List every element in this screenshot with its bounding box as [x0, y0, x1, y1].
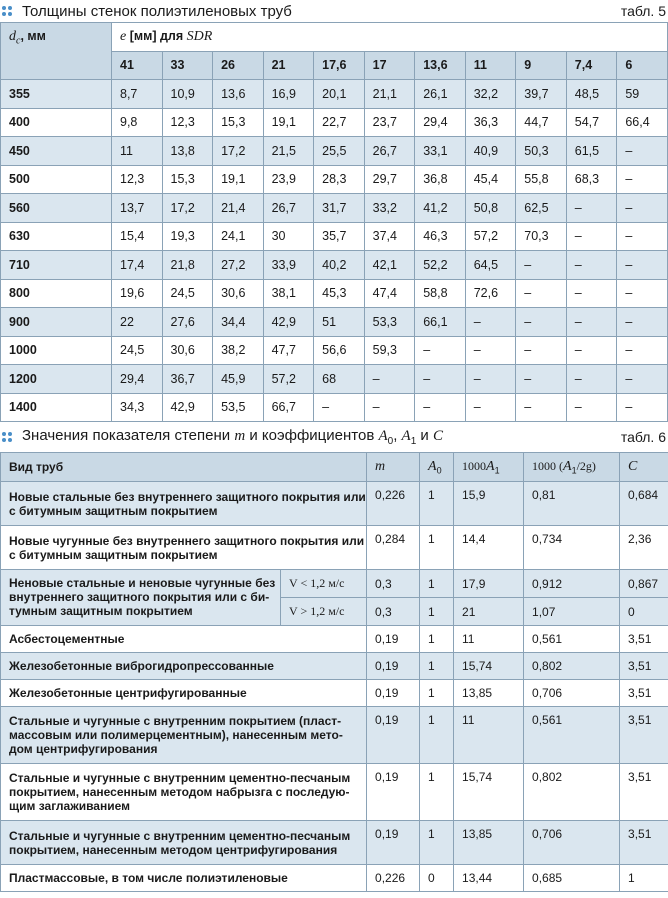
row-name: Стальные и чугунные с внутренним покрытием (пласт-массовым или полимерцементным), нанесенным мето-дом центрифугирования — [1, 707, 367, 764]
table-cell: 36,7 — [162, 365, 213, 394]
table-cell: 17,9 — [454, 570, 524, 598]
table-cell: 64,5 — [465, 251, 516, 280]
row-dc: 400 — [1, 108, 112, 137]
table-cell: 0,3 — [367, 598, 420, 626]
table-cell: 0,226 — [367, 865, 420, 892]
table-cell: 19,6 — [112, 279, 163, 308]
table-cell: 0,19 — [367, 764, 420, 821]
table-cell: – — [516, 251, 567, 280]
table-cell: 57,2 — [263, 365, 314, 394]
table-cell: – — [617, 279, 668, 308]
table-cell: 0 — [420, 865, 454, 892]
table-row — [1, 365, 668, 394]
table-cell: 20,1 — [314, 80, 365, 109]
bullet-dots-icon — [2, 431, 14, 443]
table-cell: – — [617, 308, 668, 337]
row-name: Железобетонные центрифугированные — [1, 680, 367, 707]
table-cell: 45,4 — [465, 165, 516, 194]
table-row — [1, 308, 668, 337]
table-cell: 27,6 — [162, 308, 213, 337]
table5 — [0, 22, 668, 422]
table-cell: 42,9 — [263, 308, 314, 337]
table-cell: 56,6 — [314, 336, 365, 365]
table5-caption — [0, 0, 668, 22]
table-cell: – — [465, 365, 516, 394]
table-cell: 26,7 — [364, 137, 415, 166]
table-cell: 48,5 — [566, 80, 617, 109]
table-cell: 70,3 — [516, 222, 567, 251]
sdr-header-cell: 9 — [516, 51, 567, 80]
row-dc: 450 — [1, 137, 112, 166]
table-cell: – — [617, 165, 668, 194]
table-cell: 58,8 — [415, 279, 466, 308]
table-row — [1, 526, 668, 570]
header-a1g: 1000 $(A_1/2g)$ — [524, 453, 620, 482]
row-name: Пластмассовые, в том числе полиэтиленовые — [1, 865, 367, 892]
table-cell: 72,6 — [465, 279, 516, 308]
row-dc: 1200 — [1, 365, 112, 394]
table-cell: 42,1 — [364, 251, 415, 280]
table-cell: 3,51 — [620, 626, 668, 653]
table-cell: 3,51 — [620, 680, 668, 707]
table-cell: 11 — [454, 626, 524, 653]
row-dc: 1400 — [1, 393, 112, 422]
table-cell: 66,4 — [617, 108, 668, 137]
table-cell: – — [617, 251, 668, 280]
row-name: Стальные и чугунные с внутренним цементно-песчаным покрытием, нанесенным методом центрифугирования — [1, 821, 367, 865]
table-row — [1, 222, 668, 251]
table-cell: 27,2 — [213, 251, 264, 280]
table-cell: 50,3 — [516, 137, 567, 166]
sdr-header-cell: 33 — [162, 51, 213, 80]
table-cell: 1 — [420, 653, 454, 680]
table-row — [1, 764, 668, 821]
header-a1: $1000A_1$ — [454, 453, 524, 482]
table-row — [1, 821, 668, 865]
table-cell: 0,802 — [524, 764, 620, 821]
table-cell: 13,85 — [454, 680, 524, 707]
table-cell: 30 — [263, 222, 314, 251]
table-cell: 1 — [420, 680, 454, 707]
table-cell: 19,1 — [263, 108, 314, 137]
table-cell: – — [364, 365, 415, 394]
table-cell: 52,2 — [415, 251, 466, 280]
table-cell: 13,85 — [454, 821, 524, 865]
table-row — [1, 165, 668, 194]
table-cell: 55,8 — [516, 165, 567, 194]
table-cell: 0,226 — [367, 482, 420, 526]
table-cell: 68 — [314, 365, 365, 394]
row-name: Новые стальные без внутреннего защитного покрытия или с битумным защитным покрытием — [1, 482, 367, 526]
table-cell: 47,7 — [263, 336, 314, 365]
table-cell: – — [566, 393, 617, 422]
table-cell: 46,3 — [415, 222, 466, 251]
table-cell: 26,1 — [415, 80, 466, 109]
table-cell: 23,7 — [364, 108, 415, 137]
table-cell: 39,7 — [516, 80, 567, 109]
table6 — [0, 452, 668, 892]
table-row — [1, 865, 668, 892]
table-cell: 1 — [420, 626, 454, 653]
table-cell: – — [617, 194, 668, 223]
table-row — [1, 393, 668, 422]
table-cell: 33,2 — [364, 194, 415, 223]
table-cell: 17,4 — [112, 251, 163, 280]
header-a0: $A_0$ — [420, 453, 454, 482]
table-row — [1, 80, 668, 109]
table-cell: 29,4 — [415, 108, 466, 137]
table-cell: 21,8 — [162, 251, 213, 280]
table-cell: 32,2 — [465, 80, 516, 109]
table6-header-row — [1, 453, 668, 482]
table-cell: 15,74 — [454, 653, 524, 680]
table-cell: 17,2 — [162, 194, 213, 223]
sdr-header-cell: 21 — [263, 51, 314, 80]
table-cell: 28,3 — [314, 165, 365, 194]
table-cell: – — [566, 279, 617, 308]
table-cell: 3,51 — [620, 653, 668, 680]
sdr-header-cell: 26 — [213, 51, 264, 80]
table-cell: 1 — [420, 707, 454, 764]
table-cell: 1 — [420, 821, 454, 865]
table-cell: 59 — [617, 80, 668, 109]
table-cell: – — [617, 137, 668, 166]
table-cell: 38,2 — [213, 336, 264, 365]
table-cell: 61,5 — [566, 137, 617, 166]
table-cell: 0,706 — [524, 680, 620, 707]
table-cell: 3,51 — [620, 707, 668, 764]
row-name: Стальные и чугунные с внутренним цементно-песчаным покрытием, нанесенным методом набрызга с последую-щим заглаживанием — [1, 764, 367, 821]
table-cell: 0,802 — [524, 653, 620, 680]
table-cell: 33,1 — [415, 137, 466, 166]
table-cell: 45,9 — [213, 365, 264, 394]
bullet-dots-icon — [2, 5, 14, 17]
table-cell: 12,3 — [162, 108, 213, 137]
table-cell: 31,7 — [314, 194, 365, 223]
table-cell: 23,9 — [263, 165, 314, 194]
table-cell: 0,706 — [524, 821, 620, 865]
table-cell: 0 — [620, 598, 668, 626]
table-cell: 0,912 — [524, 570, 620, 598]
table-cell: 3,51 — [620, 821, 668, 865]
table-cell: – — [617, 222, 668, 251]
table-cell: 0,685 — [524, 865, 620, 892]
table-cell: – — [566, 308, 617, 337]
table-cell: 35,7 — [314, 222, 365, 251]
table-cell: – — [617, 365, 668, 394]
table6-caption — [0, 422, 668, 452]
table-cell: 30,6 — [162, 336, 213, 365]
table-cell: – — [415, 365, 466, 394]
table-cell: 24,5 — [162, 279, 213, 308]
table-cell: 3,51 — [620, 764, 668, 821]
table-cell: 34,4 — [213, 308, 264, 337]
table-cell: 40,2 — [314, 251, 365, 280]
table-cell: – — [465, 336, 516, 365]
row-name: Новые чугунные без внутреннего защитного покрытия или с битумным защитным покрытием — [1, 526, 367, 570]
table-cell: 57,2 — [465, 222, 516, 251]
header-e: e [мм] для SDR — [112, 23, 668, 52]
table-cell: – — [516, 336, 567, 365]
table-row — [1, 626, 668, 653]
sdr-header-cell: 17 — [364, 51, 415, 80]
table-cell: 1 — [420, 570, 454, 598]
header-dc: $d_с$, мм — [1, 23, 112, 80]
table6-number: табл. 6 — [620, 429, 666, 445]
table5-number: табл. 5 — [620, 3, 666, 19]
table-cell: 2,36 — [620, 526, 668, 570]
table-cell: 0,19 — [367, 653, 420, 680]
table-row — [1, 570, 668, 598]
table-cell: 15,9 — [454, 482, 524, 526]
table-cell: 1 — [420, 526, 454, 570]
row-name: Железобетонные виброгидропрессованные — [1, 653, 367, 680]
sdr-header-cell: 41 — [112, 51, 163, 80]
table-cell: 40,9 — [465, 137, 516, 166]
table-cell: 0,19 — [367, 680, 420, 707]
table-cell: 0,19 — [367, 821, 420, 865]
table-cell: 68,3 — [566, 165, 617, 194]
row-name: Неновые стальные и неновые чугунные без внутреннего защитного покрытия или с би-тумным защитным покрытием — [1, 570, 281, 626]
table-cell: 12,3 — [112, 165, 163, 194]
table-cell: 53,5 — [213, 393, 264, 422]
table-cell: 0,19 — [367, 707, 420, 764]
table-cell: 21,1 — [364, 80, 415, 109]
table-cell: 59,3 — [364, 336, 415, 365]
table-cell: 1 — [420, 482, 454, 526]
table-cell: 21 — [454, 598, 524, 626]
table-cell: – — [516, 365, 567, 394]
table-cell: 45,3 — [314, 279, 365, 308]
table-cell: – — [314, 393, 365, 422]
header-type: Вид труб — [1, 453, 367, 482]
table-cell: 10,9 — [162, 80, 213, 109]
table-cell: – — [566, 365, 617, 394]
table-cell: 30,6 — [213, 279, 264, 308]
table-cell: – — [415, 336, 466, 365]
table-cell: 15,4 — [112, 222, 163, 251]
row-dc: 355 — [1, 80, 112, 109]
table-cell: 66,1 — [415, 308, 466, 337]
header-m: m — [367, 453, 420, 482]
row-dc: 560 — [1, 194, 112, 223]
row-dc: 900 — [1, 308, 112, 337]
table-cell: 13,8 — [162, 137, 213, 166]
table-cell: 62,5 — [516, 194, 567, 223]
table-cell: 37,4 — [364, 222, 415, 251]
sdr-header-cell: 11 — [465, 51, 516, 80]
table-row — [1, 653, 668, 680]
table-cell: 1 — [620, 865, 668, 892]
table5-title: Толщины стенок полиэтиленовых труб — [22, 2, 292, 20]
table-row — [1, 482, 668, 526]
row-dc: 500 — [1, 165, 112, 194]
sdr-header-cell: 6 — [617, 51, 668, 80]
table-cell: 36,3 — [465, 108, 516, 137]
table-cell: 29,4 — [112, 365, 163, 394]
table-cell: 15,3 — [162, 165, 213, 194]
table-cell: – — [516, 279, 567, 308]
row-dc: 800 — [1, 279, 112, 308]
table-cell: 1 — [420, 598, 454, 626]
table-cell: 0,734 — [524, 526, 620, 570]
table-cell: 0,81 — [524, 482, 620, 526]
table-cell: – — [566, 251, 617, 280]
table-cell: 0,3 — [367, 570, 420, 598]
table-cell: 11 — [454, 707, 524, 764]
row-name: Асбестоцементные — [1, 626, 367, 653]
table-cell: 34,3 — [112, 393, 163, 422]
table-cell: – — [364, 393, 415, 422]
table-cell: 19,3 — [162, 222, 213, 251]
sdr-header-cell: 13,6 — [415, 51, 466, 80]
table-cell: 0,561 — [524, 707, 620, 764]
table-cell: 0,19 — [367, 626, 420, 653]
table-cell: – — [465, 308, 516, 337]
table-cell: 1,07 — [524, 598, 620, 626]
table-cell: 21,4 — [213, 194, 264, 223]
table-cell: 22 — [112, 308, 163, 337]
table-cell: 50,8 — [465, 194, 516, 223]
table-cell: 14,4 — [454, 526, 524, 570]
table-cell: 19,1 — [213, 165, 264, 194]
table-cell: 33,9 — [263, 251, 314, 280]
table-cell: 21,5 — [263, 137, 314, 166]
table-cell: – — [617, 393, 668, 422]
table-cell: 8,7 — [112, 80, 163, 109]
table-cell: 15,74 — [454, 764, 524, 821]
table-cell: 0,284 — [367, 526, 420, 570]
table-cell: 13,6 — [213, 80, 264, 109]
table-cell: 0,867 — [620, 570, 668, 598]
table-cell: – — [465, 393, 516, 422]
table-cell: – — [516, 393, 567, 422]
table-cell: 36,8 — [415, 165, 466, 194]
table-row — [1, 680, 668, 707]
table6-title: Значения показателя степени m и коэффициентов $A_0$, $A_1$ и C — [22, 427, 443, 447]
row-dc: 1000 — [1, 336, 112, 365]
row-condition: V < 1,2 м/с — [281, 570, 367, 598]
table-cell: 47,4 — [364, 279, 415, 308]
table-cell: 29,7 — [364, 165, 415, 194]
table-cell: 22,7 — [314, 108, 365, 137]
table-cell: 26,7 — [263, 194, 314, 223]
header-c: C — [620, 453, 668, 482]
table-cell: – — [566, 222, 617, 251]
table-cell: 15,3 — [213, 108, 264, 137]
table-row — [1, 194, 668, 223]
sdr-header-cell: 17,6 — [314, 51, 365, 80]
table-cell: 44,7 — [516, 108, 567, 137]
table-row — [1, 251, 668, 280]
table-cell: 0,561 — [524, 626, 620, 653]
row-condition: V > 1,2 м/с — [281, 598, 367, 626]
table-row — [1, 279, 668, 308]
table-cell: 66,7 — [263, 393, 314, 422]
row-dc: 630 — [1, 222, 112, 251]
table-cell: 38,1 — [263, 279, 314, 308]
table-cell: 53,3 — [364, 308, 415, 337]
table-cell: 24,5 — [112, 336, 163, 365]
table-cell: – — [516, 308, 567, 337]
table-row — [1, 108, 668, 137]
table-cell: 13,44 — [454, 865, 524, 892]
table-cell: 11 — [112, 137, 163, 166]
table-cell: – — [415, 393, 466, 422]
table-cell: 42,9 — [162, 393, 213, 422]
sdr-header-cell: 7,4 — [566, 51, 617, 80]
table-cell: 9,8 — [112, 108, 163, 137]
table-cell: 1 — [420, 764, 454, 821]
table-cell: – — [617, 336, 668, 365]
table-cell: 51 — [314, 308, 365, 337]
table-cell: – — [566, 194, 617, 223]
table-cell: 25,5 — [314, 137, 365, 166]
table-cell: 17,2 — [213, 137, 264, 166]
table-cell: 16,9 — [263, 80, 314, 109]
table-cell: 0,684 — [620, 482, 668, 526]
table-cell: 13,7 — [112, 194, 163, 223]
table-row — [1, 707, 668, 764]
table-row — [1, 336, 668, 365]
table-row — [1, 137, 668, 166]
row-dc: 710 — [1, 251, 112, 280]
table-cell: – — [566, 336, 617, 365]
table-cell: 54,7 — [566, 108, 617, 137]
table-cell: 41,2 — [415, 194, 466, 223]
table-cell: 24,1 — [213, 222, 264, 251]
